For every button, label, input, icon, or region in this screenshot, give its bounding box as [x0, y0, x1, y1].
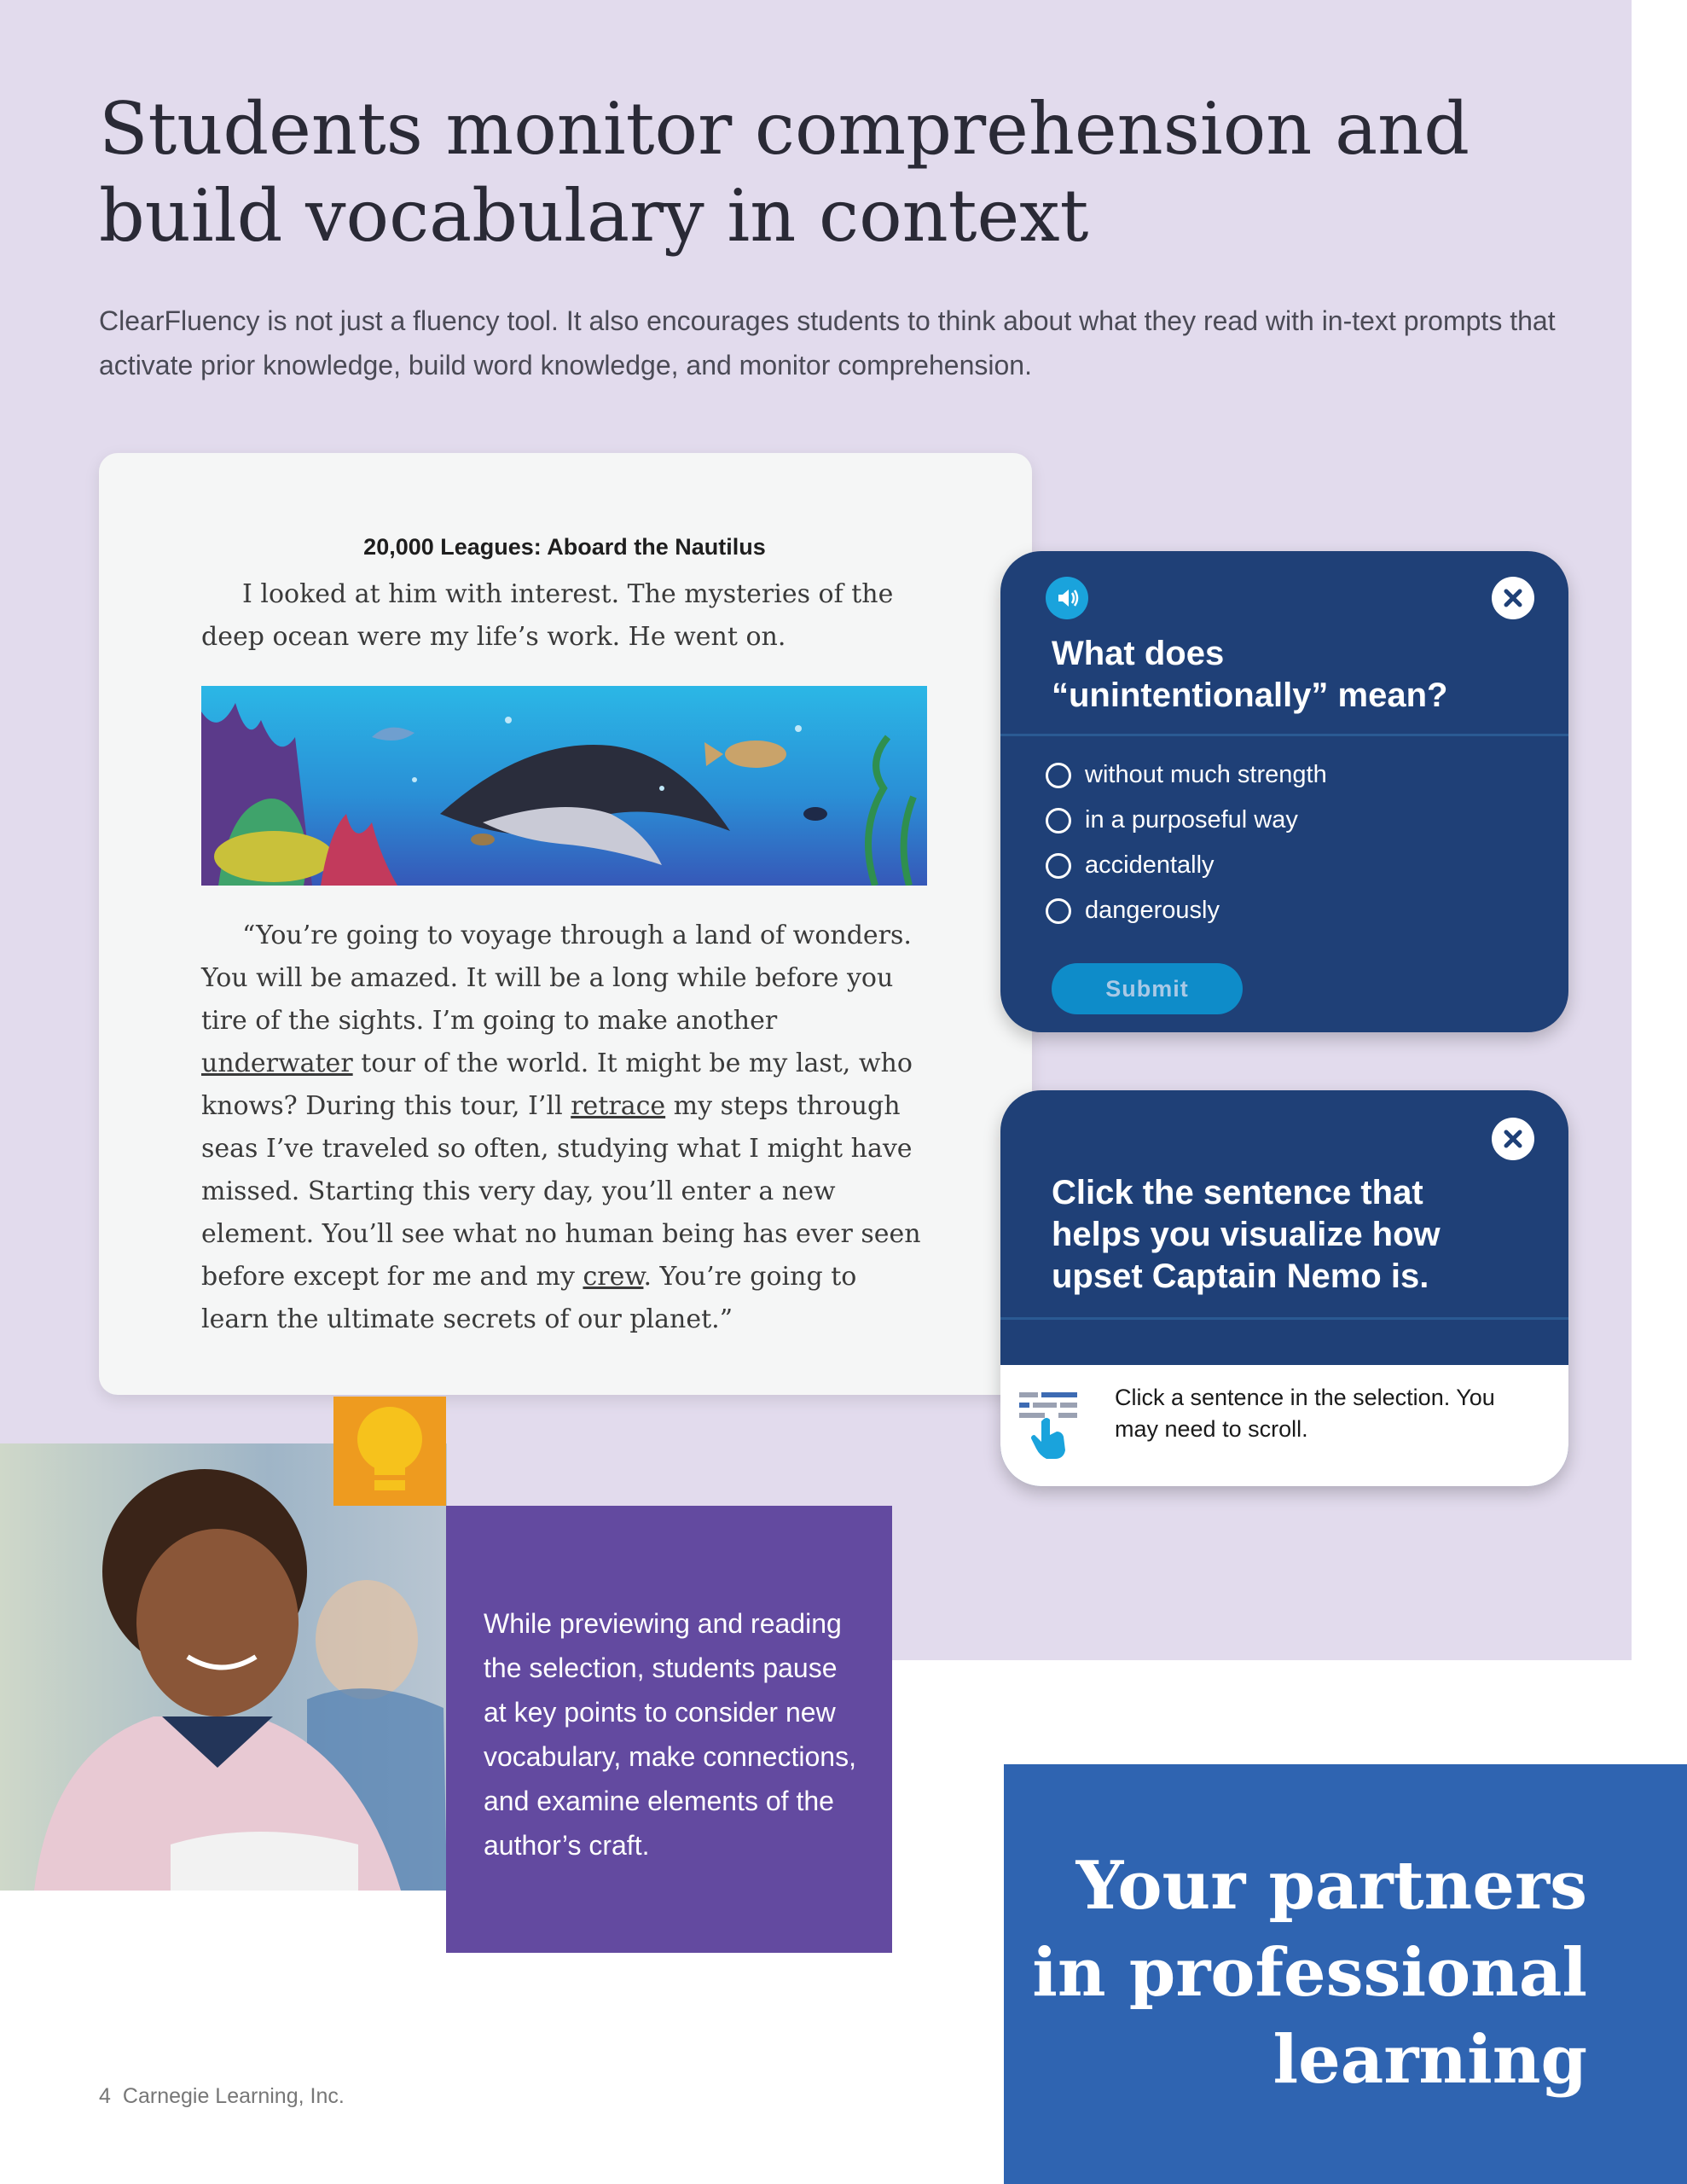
intro-paragraph: ClearFluency is not just a fluency tool. It also encourages students to think about what they read with in-text prompts that activate prior knowledge, build word knowledge, and monitor comprehension. — [99, 305, 1556, 380]
quiz-close-button[interactable] — [1492, 577, 1534, 619]
page-title-line-1: Students monitor comprehension and — [99, 87, 1470, 171]
answer-option-1[interactable]: without much strength — [1046, 752, 1327, 798]
radio-button[interactable] — [1046, 808, 1071, 834]
prompt-close-button[interactable] — [1492, 1118, 1534, 1160]
lightbulb-tile — [333, 1397, 446, 1506]
submit-button[interactable]: Submit — [1052, 963, 1243, 1014]
answer-option-3[interactable]: accidentally — [1046, 843, 1327, 888]
vocab-word-crew[interactable]: crew — [583, 1262, 644, 1292]
callout-text: While previewing and reading the selection, students pause at key points to consider new vocabulary, make connections, and examine elements of the author’s craft. — [484, 1608, 856, 1861]
story-paragraph-1[interactable]: I looked at him with interest. The mysteries of the deep ocean were my life’s work. He went on. — [201, 579, 894, 652]
promo-headline: Your partners in professional learning — [1032, 1847, 1587, 2099]
callout-tile — [446, 1506, 892, 1953]
story-paragraph-2[interactable]: “You’re going to voyage through a land of wonders. You will be amazed. It will be a long while before you tire of the sights. I’m going to make another underwater tour of the world. It might be my last, who knows? During this tour, I’ll retrace my steps through seas I’ve traveled so often, studying what I might have missed. Starting this very day, you’ll enter a new element. You’ll see what no human being has ever seen before except for me and my crew. You’re going to learn the ultimate secrets of our planet.” — [201, 921, 921, 1334]
sentence-prompt-card — [1000, 1090, 1568, 1486]
answer-option-4[interactable]: dangerously — [1046, 888, 1327, 933]
vocab-word-retrace[interactable]: retrace — [571, 1091, 666, 1121]
ocean-illustration — [201, 686, 927, 886]
story-title: 20,000 Leagues: Aboard the Nautilus — [363, 534, 766, 560]
page-number: 4 — [99, 2084, 111, 2108]
speaker-icon — [1046, 577, 1088, 619]
student-photo — [0, 1443, 447, 1891]
audio-button[interactable] — [1046, 577, 1088, 619]
hint-text: Click a sentence in the selection. You may need to scroll. — [1115, 1385, 1495, 1442]
prompt-question: Click the sentence that helps you visualize how upset Captain Nemo is. — [1052, 1174, 1441, 1295]
company-name: Carnegie Learning, Inc. — [122, 2084, 345, 2108]
close-icon — [1492, 577, 1534, 619]
vocabulary-question-card — [1000, 551, 1568, 1032]
answer-option-2[interactable]: in a purposeful way — [1046, 798, 1327, 843]
answer-options — [1046, 752, 1327, 933]
radio-button[interactable] — [1046, 763, 1071, 788]
quiz-divider — [1000, 734, 1568, 736]
page-footer — [99, 2084, 345, 2109]
page-title-line-2: build vocabulary in context — [99, 174, 1089, 258]
tap-sentence-icon — [1017, 1389, 1081, 1461]
quiz-question: What does “unintentionally” mean? — [1052, 635, 1448, 714]
vocab-word-underwater[interactable]: underwater — [201, 1048, 353, 1078]
page-title — [99, 85, 1549, 259]
hint-strip — [1000, 1365, 1568, 1486]
lightbulb-icon — [333, 1397, 446, 1506]
radio-button[interactable] — [1046, 898, 1071, 924]
prompt-divider — [1000, 1317, 1568, 1320]
promo-tile[interactable] — [1004, 1764, 1687, 2184]
radio-button[interactable] — [1046, 853, 1071, 879]
close-icon — [1492, 1118, 1534, 1160]
